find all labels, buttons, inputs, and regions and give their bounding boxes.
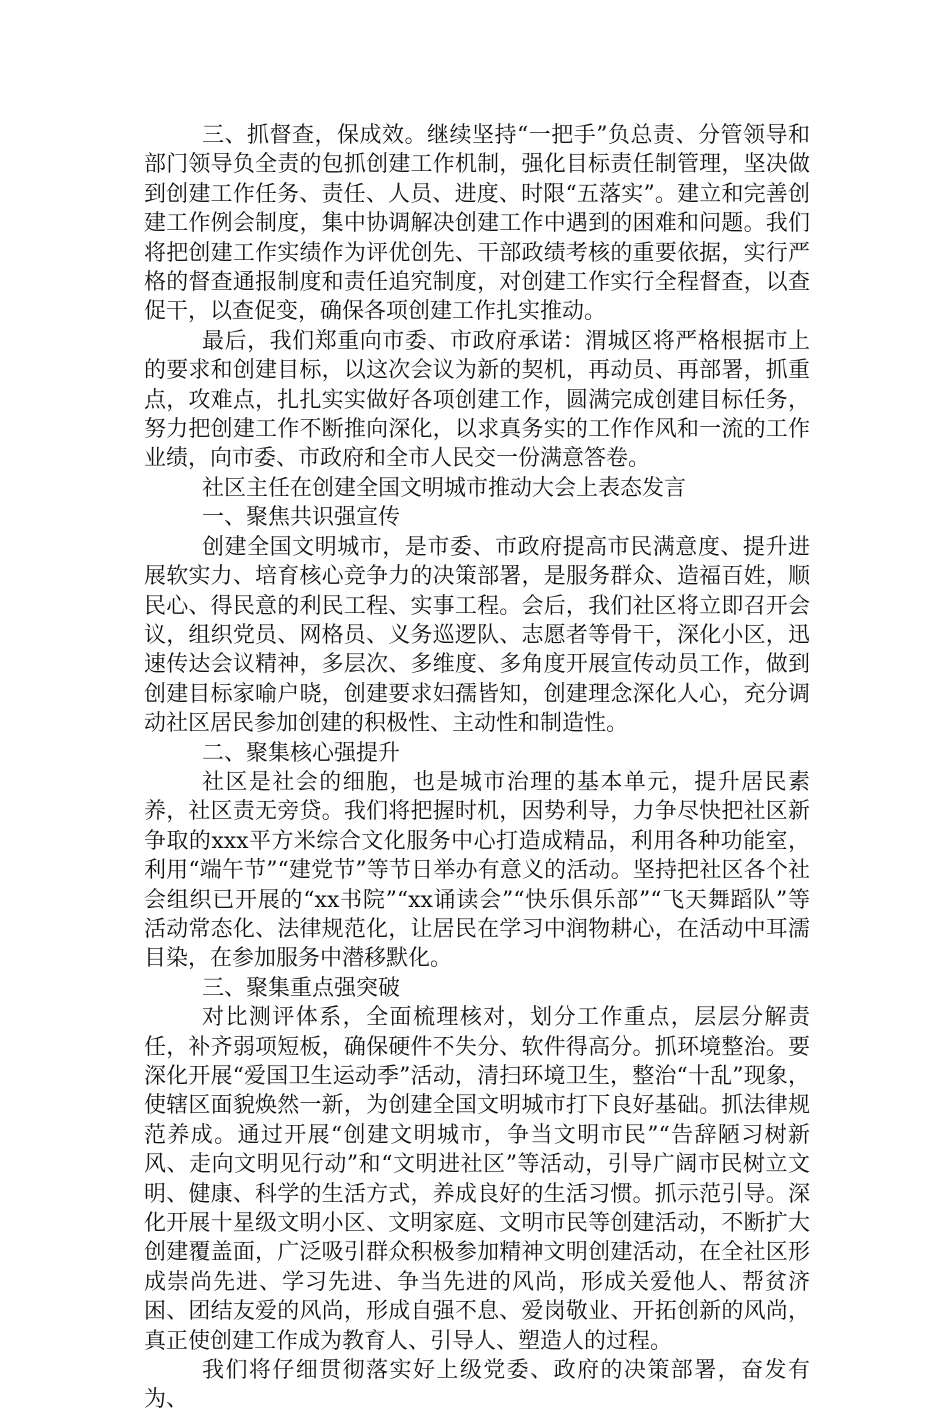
paragraph-enhancement: 社区是社会的细胞，也是城市治理的基本单元，提升居民素养，社区责无旁贷。我们将把握时机，因势利导，力争尽快把社区新争取的xxx平方米综合文化服务中心打造成精品，利用各种功能室，利用“端午节”“建党节”等节日举办有意义的活动。坚持把社区各个社会组织已开展的“xx书院”“xx诵读会”“快乐俱乐部”“飞天舞蹈队”等活动常态化、法律规范化，让居民在学习中润物耕心，在活动中耳濡目染，在参加服务中潜移默化。 [144,769,810,972]
paragraph-publicity: 创建全国文明城市，是市委、市政府提高市民满意度、提升进展软实力、培育核心竞争力的决策部署，是服务群众、造福百姓，顺民心、得民意的利民工程、实事工程。会后，我们社区将立即召开会议，组织党员、网格员、义务巡逻队、志愿者等骨干，深化小区，迅速传达会议精神，多层次、多维度、多角度开展宣传动员工作，做到创建目标家喻户晓，创建要求妇孺皆知，创建理念深化人心，充分调动社区居民参加创建的积极性、主动性和制造性。 [144,534,810,737]
section-heading-3: 三、聚集重点强突破 [202,975,401,1001]
paragraph-commitment: 最后，我们郑重向市委、市政府承诺：渭城区将严格根据市上的要求和创建目标，以这次会议为新的契机，再动员、再部署，抓重点，攻难点，扎扎实实做好各项创建工作，圆满完成创建目标任务，努力把创建工作不断推向深化，以求真务实的工作作风和一流的工作业绩，向市委、市政府和全市人民交一份满意答卷。 [144,328,810,472]
paragraph-supervision: 三、抓督查，保成效。继续坚持“一把手”负总责、分管领导和部门领导负全责的包抓创建工作机制，强化目标责任制管理，坚决做到创建工作任务、责任、人员、进度、时限“五落实”。建立和完善创建工作例会制度，集中协调解决创建工作中遇到的困难和问题。我们将把创建工作实绩作为评优创先、干部政绩考核的重要依据，实行严格的督查通报制度和责任追究制度，对创建工作实行全程督查，以查促干，以查促变，确保各项创建工作扎实推动。 [144,123,810,325]
speech-title: 社区主任在创建全国文明城市推动大会上表态发言 [202,475,687,501]
section-heading-2: 二、聚集核心强提升 [202,740,401,766]
document-body [144,121,810,1415]
paragraph-breakthrough: 对比测评体系，全面梳理核对，划分工作重点，层层分解责任，补齐弱项短板，确保硬件不失分、软件得高分。抓环境整治。要深化开展“爱国卫生运动季”活动，清扫环境卫生，整治“十乱”现象，使辖区面貌焕然一新，为创建全国文明城市打下良好基础。抓法律规范养成。通过开展“创建文明城市，争当文明市民”“告辞陋习树新风、走向文明见行动”和“文明进社区”等活动，引导广阔市民树立文明、健康、科学的生活方式，养成良好的生活习惯。抓示范引导。深化开展十星级文明小区、文明家庭、文明市民等创建活动，不断扩大创建覆盖面，广泛吸引群众积极参加精神文明创建活动，在全社区形成崇尚先进、学习先进、争当先进的风尚，形成关爱他人、帮贫济困、团结友爱的风尚，形成自强不息、爱岗敬业、开拓创新的风尚，真正使创建工作成为教育人、引导人、塑造人的过程。 [144,1005,810,1354]
paragraph-closing: 我们将仔细贯彻落实好上级党委、政府的决策部署，奋发有为、 [144,1358,810,1413]
section-heading-1: 一、聚焦共识强宣传 [202,505,401,531]
